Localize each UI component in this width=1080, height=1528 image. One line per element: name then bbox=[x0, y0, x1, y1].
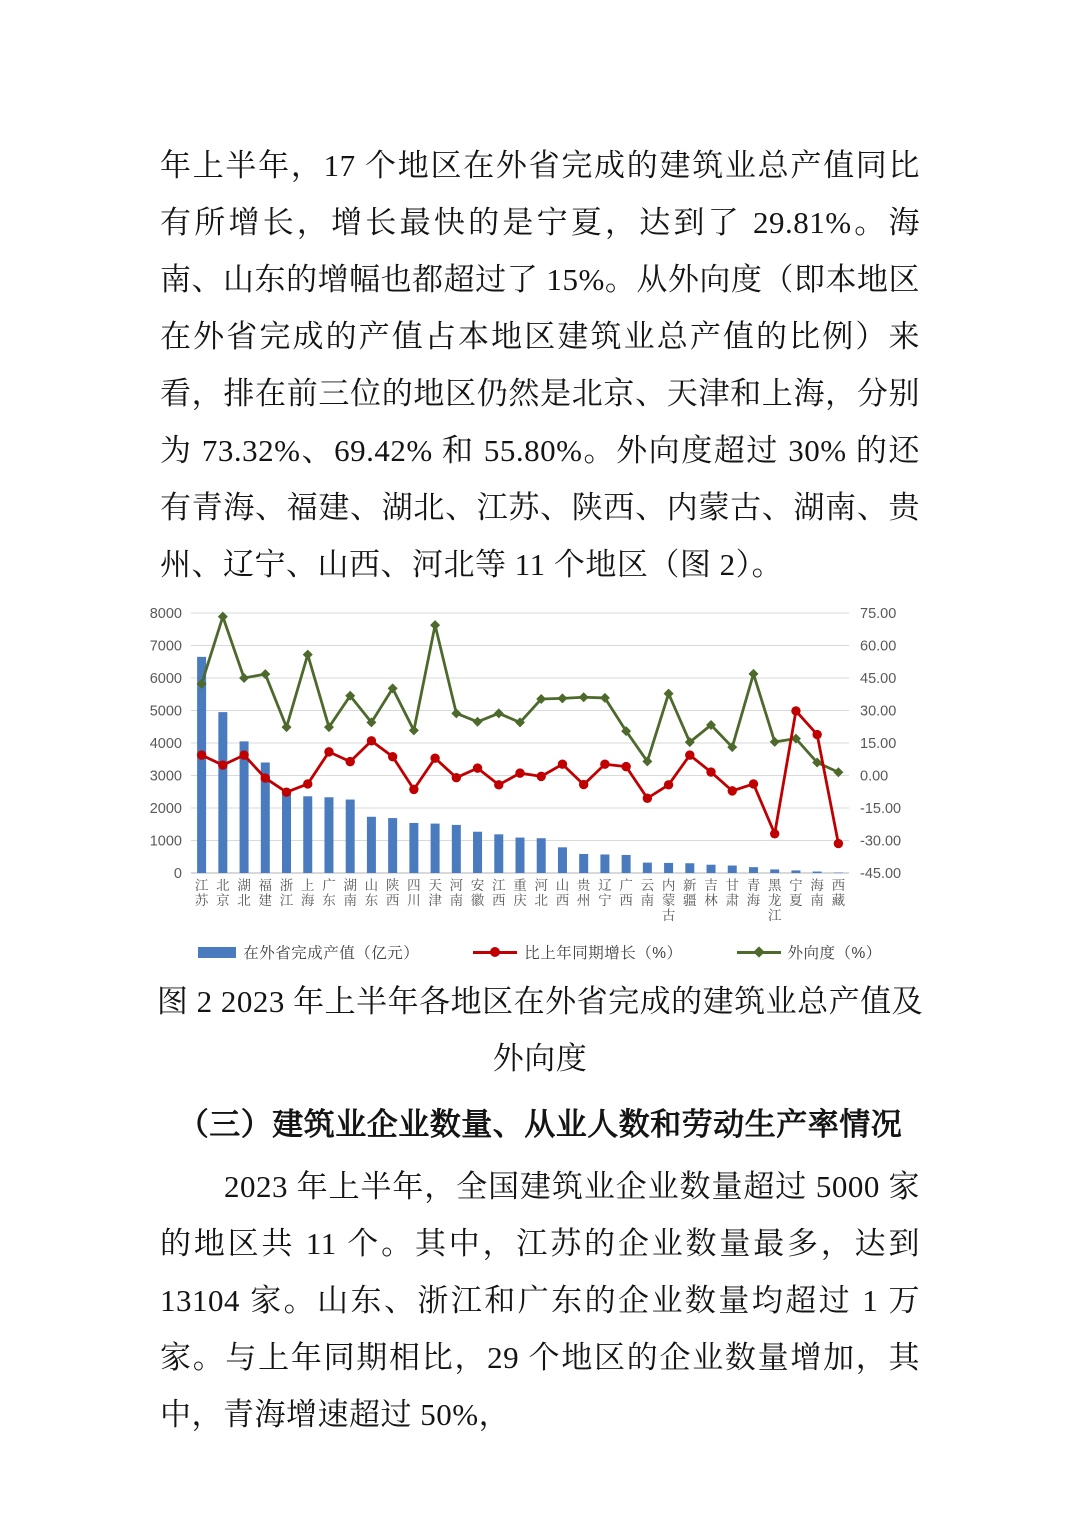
x-label-广东: 广东 bbox=[322, 878, 336, 908]
point-广东 bbox=[324, 747, 333, 756]
left-axis-tick: 5000 bbox=[149, 703, 182, 720]
line-dot-swatch-icon bbox=[473, 951, 517, 954]
right-axis-tick: 0.00 bbox=[860, 768, 889, 785]
bar-广西 bbox=[622, 855, 631, 873]
x-label-辽宁: 辽宁 bbox=[598, 878, 612, 908]
bar-河北 bbox=[537, 838, 546, 873]
outward-line-series bbox=[197, 612, 844, 778]
x-label-内蒙古: 内蒙古 bbox=[661, 878, 676, 923]
bar-新疆 bbox=[685, 863, 694, 873]
x-axis-labels bbox=[195, 877, 846, 923]
legend-item-growth bbox=[473, 941, 682, 963]
point-安徽 bbox=[473, 763, 482, 772]
x-label-重庆: 重庆 bbox=[513, 878, 527, 908]
x-label-湖南: 湖南 bbox=[343, 878, 357, 908]
point-上海 bbox=[303, 650, 313, 660]
bar-江苏 bbox=[197, 657, 206, 873]
left-axis-labels bbox=[150, 606, 182, 882]
bar-北京 bbox=[218, 712, 227, 873]
x-label-吉林: 吉林 bbox=[704, 878, 718, 908]
point-山西 bbox=[558, 760, 567, 769]
figure-caption: 图 2 2023 年上半年各地区在外省完成的建筑业总产值及外向度 bbox=[156, 984, 924, 1076]
point-黑龙江 bbox=[770, 737, 780, 747]
point-河南 bbox=[452, 773, 461, 782]
point-内蒙古 bbox=[664, 689, 674, 699]
x-label-天津: 天津 bbox=[428, 878, 442, 908]
bar-贵州 bbox=[579, 854, 588, 873]
point-新疆 bbox=[685, 750, 694, 759]
point-西藏 bbox=[834, 839, 843, 848]
legend-label-outward-degree: 外向度（%） bbox=[787, 945, 882, 962]
bar-江西 bbox=[494, 834, 503, 873]
point-辽宁 bbox=[600, 760, 609, 769]
point-云南 bbox=[643, 794, 652, 803]
legend-item-outward-degree bbox=[737, 941, 882, 963]
left-axis-tick: 6000 bbox=[149, 671, 182, 687]
growth-line-series bbox=[197, 706, 843, 848]
bar-安徽 bbox=[473, 832, 482, 873]
point-安徽 bbox=[473, 717, 483, 727]
right-axis-tick: 60.00 bbox=[860, 638, 897, 655]
left-axis-tick: 4000 bbox=[149, 736, 182, 752]
x-label-江苏: 江苏 bbox=[194, 878, 209, 908]
bar-云南 bbox=[643, 863, 652, 873]
point-湖北 bbox=[239, 673, 249, 683]
line-diamond-swatch-icon bbox=[737, 951, 781, 954]
point-河南 bbox=[451, 708, 461, 718]
bar-内蒙古 bbox=[664, 863, 673, 873]
point-四川 bbox=[409, 785, 418, 794]
point-内蒙古 bbox=[664, 780, 673, 789]
point-江西 bbox=[494, 780, 503, 789]
point-重庆 bbox=[515, 768, 524, 777]
legend-item-output-value bbox=[198, 941, 419, 963]
bar-海南 bbox=[813, 872, 822, 873]
legend-label-output-value: 在外省完成产值（亿元） bbox=[243, 945, 420, 962]
bar-西藏 bbox=[834, 873, 843, 874]
point-湖北 bbox=[239, 750, 248, 759]
x-label-浙江: 浙江 bbox=[279, 878, 294, 908]
x-label-上海: 上海 bbox=[300, 878, 315, 908]
right-axis-labels bbox=[860, 606, 901, 882]
x-label-广西: 广西 bbox=[619, 878, 633, 908]
bar-辽宁 bbox=[600, 854, 609, 873]
x-label-北京: 北京 bbox=[216, 878, 230, 908]
bar-天津 bbox=[431, 824, 440, 873]
point-浙江 bbox=[282, 787, 291, 796]
right-axis-tick: -30.00 bbox=[860, 833, 902, 850]
point-陕西 bbox=[388, 752, 397, 761]
paragraph-outward-degree: 年上半年，17 个地区在外省完成的建筑业总产值同比有所增长，增长最快的是宁夏，达到了 29.81%。海南、山东的增幅也都超过了 15%。从外向度（即本地区在外省完成的产值占本地区建筑业总产值的比例）来看，排在前三位的地区仍然是北京、天津和上海，分别为 73.32%、69.42% 和 55.80%。外向度超过 30% 的还有青海、福建、湖北、江苏、陕西、内蒙古、湖南、贵州、辽宁、山西、河北等 11 个地区（图 2）。 bbox=[160, 148, 920, 582]
left-axis-tick: 3000 bbox=[149, 768, 182, 785]
bar-陕西 bbox=[388, 818, 397, 873]
bar-湖南 bbox=[346, 800, 355, 873]
point-江苏 bbox=[197, 750, 206, 759]
bar-甘肃 bbox=[728, 866, 737, 873]
left-axis-tick: 0 bbox=[173, 866, 182, 882]
point-贵州 bbox=[579, 692, 589, 702]
point-福建 bbox=[261, 773, 270, 782]
bar-四川 bbox=[409, 823, 418, 873]
bar-广东 bbox=[324, 797, 333, 873]
chart-legend bbox=[145, 941, 935, 963]
chart-area bbox=[145, 593, 935, 963]
point-江西 bbox=[494, 708, 504, 718]
bar-宁夏 bbox=[791, 870, 800, 873]
left-axis-tick: 8000 bbox=[149, 606, 182, 622]
point-山东 bbox=[367, 736, 376, 745]
x-label-福建: 福建 bbox=[258, 878, 273, 908]
right-axis-tick: 15.00 bbox=[860, 736, 897, 752]
x-label-青海: 青海 bbox=[746, 878, 761, 908]
combo-chart bbox=[145, 593, 935, 939]
point-浙江 bbox=[282, 722, 292, 732]
point-甘肃 bbox=[728, 786, 737, 795]
point-青海 bbox=[748, 669, 758, 679]
bar-swatch-icon bbox=[198, 947, 236, 958]
point-吉林 bbox=[706, 767, 715, 776]
left-axis-tick: 2000 bbox=[149, 801, 182, 817]
point-上海 bbox=[303, 779, 312, 788]
x-label-贵州: 贵州 bbox=[576, 878, 591, 908]
bar-吉林 bbox=[707, 865, 716, 873]
legend-label-growth: 比上年同期增长（%） bbox=[524, 945, 683, 962]
bar-湖北 bbox=[240, 741, 249, 873]
paragraph-enterprise-count: 2023 年上半年，全国建筑业企业数量超过 5000 家的地区共 11 个。其中，江苏的企业数量最多，达到 13104 家。山东、浙江和广东的企业数量均超过 1 万家。与上年同期相比，29 个地区的企业数量增加，其中，青海增速超过 50%， bbox=[160, 1169, 920, 1432]
right-axis-tick: -45.00 bbox=[860, 866, 902, 882]
bar-上海 bbox=[303, 796, 312, 873]
bar-河南 bbox=[452, 825, 461, 873]
x-label-海南: 海南 bbox=[810, 878, 824, 908]
right-axis-tick: -15.00 bbox=[860, 801, 902, 817]
point-湖南 bbox=[345, 757, 354, 766]
bar-山西 bbox=[558, 847, 567, 873]
x-label-宁夏: 宁夏 bbox=[789, 878, 803, 908]
right-axis-tick: 75.00 bbox=[860, 606, 897, 622]
point-天津 bbox=[430, 620, 440, 630]
left-axis-tick: 7000 bbox=[149, 638, 182, 655]
point-贵州 bbox=[579, 780, 588, 789]
bar-黑龙江 bbox=[770, 869, 779, 873]
point-天津 bbox=[430, 753, 439, 762]
point-宁夏 bbox=[791, 706, 800, 715]
bar-青海 bbox=[749, 867, 758, 873]
point-北京 bbox=[218, 760, 227, 769]
point-黑龙江 bbox=[770, 829, 779, 838]
bar-山东 bbox=[367, 817, 376, 873]
x-label-四川: 四川 bbox=[407, 878, 421, 908]
x-label-河南: 河南 bbox=[449, 878, 464, 908]
right-axis-tick: 30.00 bbox=[860, 703, 897, 720]
figure-2 bbox=[145, 593, 935, 1087]
x-label-河北: 河北 bbox=[534, 878, 548, 908]
right-axis-tick: 45.00 bbox=[860, 671, 897, 687]
bar-浙江 bbox=[282, 794, 291, 873]
x-label-山西: 山西 bbox=[555, 878, 570, 908]
x-label-湖北: 湖北 bbox=[237, 878, 251, 908]
point-海南 bbox=[812, 730, 821, 739]
x-label-江西: 江西 bbox=[492, 878, 506, 908]
point-广西 bbox=[621, 762, 630, 771]
x-label-云南: 云南 bbox=[640, 878, 655, 908]
outward-line-series-path bbox=[202, 617, 839, 773]
point-四川 bbox=[409, 725, 419, 735]
x-label-安徽: 安徽 bbox=[470, 878, 485, 908]
point-青海 bbox=[749, 779, 758, 788]
x-label-陕西: 陕西 bbox=[385, 878, 400, 908]
bar-重庆 bbox=[516, 838, 525, 873]
left-axis-tick: 1000 bbox=[149, 833, 182, 850]
x-label-西藏: 西藏 bbox=[831, 878, 846, 908]
x-label-山东: 山东 bbox=[364, 878, 379, 908]
point-山西 bbox=[557, 693, 567, 703]
section-heading: （三）建筑业企业数量、从业人数和劳动生产率情况 bbox=[177, 1107, 903, 1142]
x-label-黑龙江: 黑龙江 bbox=[767, 878, 782, 923]
x-label-甘肃: 甘肃 bbox=[725, 878, 740, 908]
point-河北 bbox=[537, 772, 546, 781]
x-label-新疆: 新疆 bbox=[683, 878, 697, 908]
